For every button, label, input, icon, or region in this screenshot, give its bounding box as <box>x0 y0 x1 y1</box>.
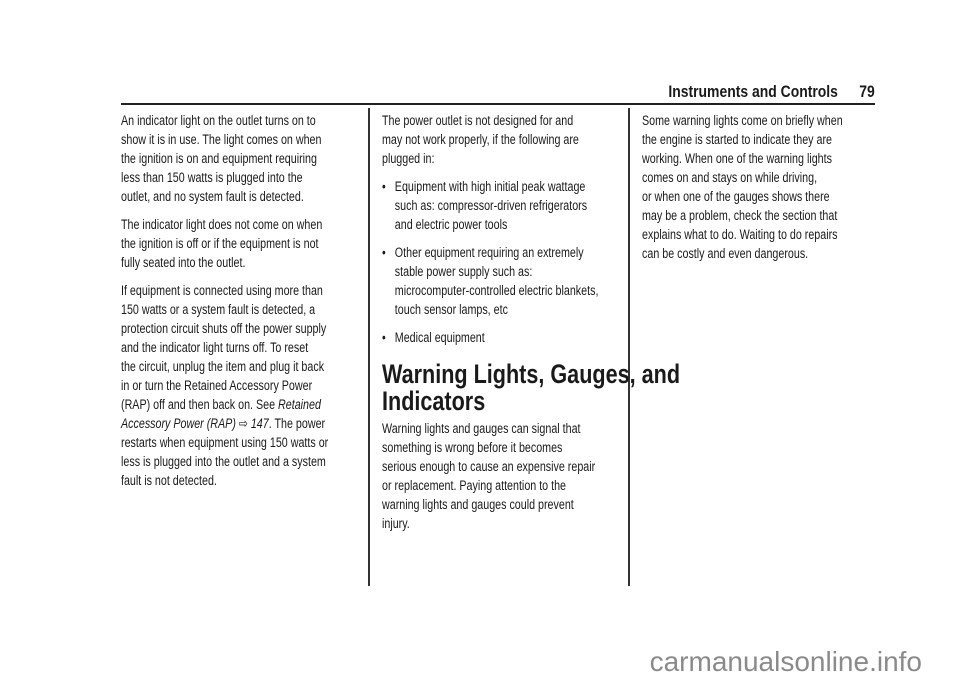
text-line: comes on and stays on while driving, <box>642 170 818 185</box>
text-line: something is wrong before it becomes <box>382 440 563 455</box>
text-line: The indicator light does not come on when <box>121 217 323 232</box>
text-line: outlet, and no system fault is detected. <box>121 189 304 204</box>
bullet-item <box>382 243 680 319</box>
bullet-icon: • <box>382 179 386 194</box>
text-line: Equipment with high initial peak wattage <box>394 179 586 194</box>
paragraph <box>121 281 328 490</box>
text-line: may be a problem, check the section that <box>642 208 838 223</box>
text-line: such as: compressor-driven refrigerators <box>394 198 588 213</box>
text-line: serious enough to cause an expensive repair <box>382 459 596 474</box>
text-line: can be costly and even dangerous. <box>642 246 809 261</box>
text-line: The power outlet is not designed for and <box>382 113 574 128</box>
page-reference[interactable]: 147 <box>250 416 269 431</box>
text-line: show it is in use. The light comes on when <box>121 132 322 147</box>
text-line: the ignition is off or if the equipment is not <box>121 236 319 251</box>
text-line: Warning lights and gauges can signal that <box>382 421 581 436</box>
text-line: and the indicator light turns off. To reset <box>121 340 309 355</box>
text: . The power <box>268 416 326 431</box>
page-number: 79 <box>859 82 875 101</box>
cross-reference[interactable]: Accessory Power (RAP) <box>121 416 236 431</box>
text-line: plugged in: <box>382 151 435 166</box>
section-heading <box>382 361 680 415</box>
bullet-list <box>382 177 680 347</box>
text-line: fault is not detected. <box>121 473 217 488</box>
header-rule <box>121 103 875 105</box>
text-line: 150 watts or a system fault is detected, a <box>121 302 316 317</box>
text-line: Other equipment requiring an extremely <box>394 245 584 260</box>
watermark: carmanualsonline.info <box>649 646 922 677</box>
text-line: less than 150 watts is plugged into the <box>121 170 303 185</box>
text-line: touch sensor lamps, etc <box>394 302 508 317</box>
middle-column <box>382 111 680 542</box>
bullet-item <box>382 177 680 234</box>
text-line: less is plugged into the outlet and a system <box>121 454 326 469</box>
cross-reference[interactable]: Retained <box>278 397 321 412</box>
text-line: the circuit, unplug the item and plug it back <box>121 359 325 374</box>
text-line: Some warning lights come on briefly when <box>642 113 843 128</box>
paragraph-lines <box>121 433 328 490</box>
text-line: Medical equipment <box>394 330 485 345</box>
text-line: If equipment is connected using more than <box>121 283 323 298</box>
paragraph <box>642 111 843 263</box>
section-title: Instruments and Controls <box>668 82 839 101</box>
paragraph <box>121 215 328 272</box>
text-line: the engine is started to indicate they are <box>642 132 832 147</box>
text-line: working. When one of the warning lights <box>642 151 832 166</box>
text-line: microcomputer-controlled electric blankets, <box>394 283 599 298</box>
left-column <box>121 111 328 499</box>
text-line: stable power supply such as: <box>394 264 533 279</box>
right-column <box>642 111 843 272</box>
bullet-item <box>382 328 680 347</box>
text-line: restarts when equipment using 150 watts or <box>121 435 329 450</box>
text-line: explains what to do. Waiting to do repairs <box>642 227 838 242</box>
arrow-icon: ⇨ <box>238 416 248 431</box>
text-line: may not work properly, if the following are <box>382 132 579 147</box>
text-line: warning lights and gauges could prevent <box>382 497 574 512</box>
text: (RAP) off and then back on. See <box>121 397 279 412</box>
paragraph <box>382 111 680 168</box>
paragraph-lines <box>121 281 328 395</box>
text-line: An indicator light on the outlet turns on to <box>121 113 316 128</box>
text-line: Indicators <box>382 386 486 416</box>
text-line: or when one of the gauges shows there <box>642 189 830 204</box>
bullet-icon: • <box>382 245 386 260</box>
text-line: in or turn the Retained Accessory Power <box>121 378 313 393</box>
text-line: the ignition is on and equipment requiring <box>121 151 317 166</box>
text-line: injury. <box>382 516 410 531</box>
text-line: fully seated into the outlet. <box>121 255 246 270</box>
text-line: or replacement. Paying attention to the <box>382 478 567 493</box>
paragraph <box>382 419 680 533</box>
text-line: and electric power tools <box>394 217 508 232</box>
paragraph <box>121 111 328 206</box>
bullet-icon: • <box>382 330 386 345</box>
text-line: Warning Lights, Gauges, and <box>382 359 681 389</box>
text-line: protection circuit shuts off the power supply <box>121 321 327 336</box>
column-divider <box>368 108 370 586</box>
page-header <box>669 82 875 102</box>
